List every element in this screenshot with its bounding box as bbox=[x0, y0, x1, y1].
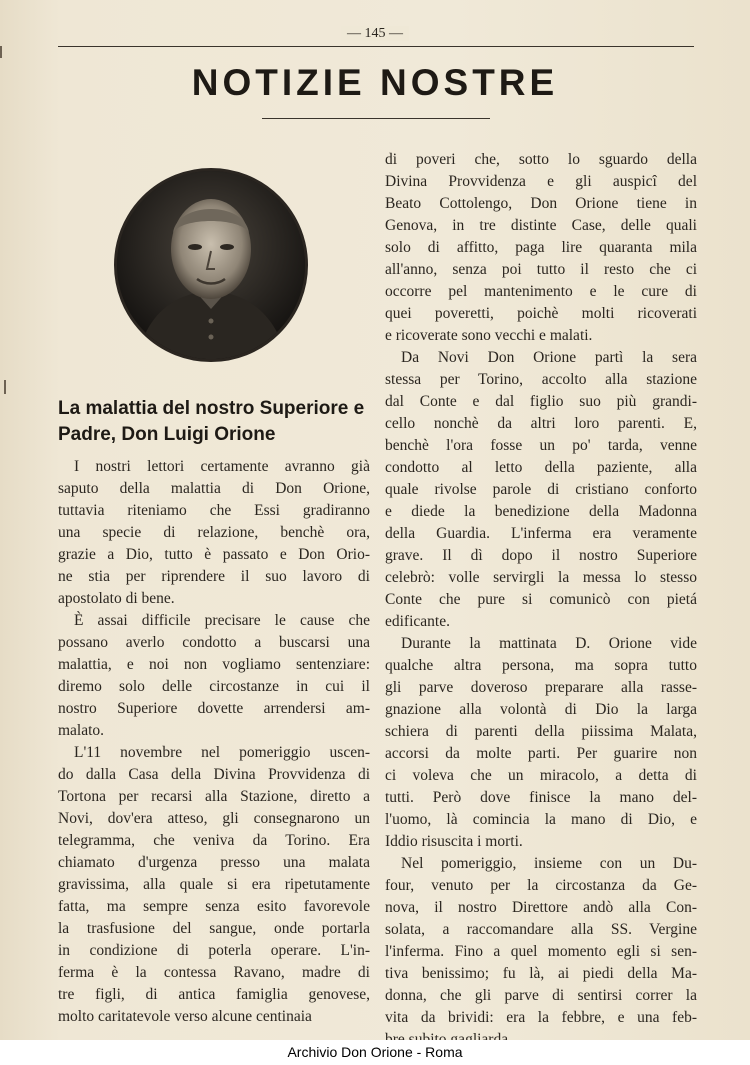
paragraph bbox=[58, 456, 370, 610]
text-line: solata, a raccomandare alla SS. Vergine bbox=[385, 921, 697, 938]
text-line: occorre pel mantenimento e le cure di bbox=[385, 283, 697, 300]
text-line: nostro Superiore dovette arrendersi am- bbox=[58, 700, 370, 717]
left-column bbox=[58, 456, 370, 1028]
text-line: stessa per Torino, accolto alla stazione bbox=[385, 371, 697, 388]
text-line: Novi, dov'era atteso, gli consegnarono un bbox=[58, 810, 370, 827]
paragraph bbox=[385, 853, 697, 1051]
text-line: do dalla Casa della Divina Provvidenza di bbox=[58, 766, 370, 783]
text-line: donna, che gli parve di sentirsi correr la bbox=[385, 987, 697, 1004]
text-line: dal Conte e dal figlio suo più grandi- bbox=[385, 393, 697, 410]
text-line: della Guardia. L'inferma era veramente bbox=[385, 525, 697, 542]
text-line: gnazione alla volontà di Dio la larga bbox=[385, 701, 697, 718]
text-line: tiva benissimo; fu là, ai piedi della Ma- bbox=[385, 965, 697, 982]
text-line: malattia, e noi non vogliamo sentenziare: bbox=[58, 656, 370, 673]
text-line: la trasfusione del sangue, onde portarla bbox=[58, 920, 370, 937]
text-line: tuttavia riteniamo che Essi gradiranno bbox=[58, 502, 370, 519]
text-line: e diede la benedizione della Madonna bbox=[385, 503, 697, 520]
text-line: ci voleva che un miracolo, a detta di bbox=[385, 767, 697, 784]
text-line: Da Novi Don Orione partì la sera bbox=[401, 349, 697, 366]
margin-mark bbox=[4, 380, 6, 394]
text-line: di poveri che, sotto lo sguardo della bbox=[385, 151, 697, 168]
text-line: four, venuto per la circostanza da Ge- bbox=[385, 877, 697, 894]
portrait-icon bbox=[117, 171, 305, 359]
text-line: l'inferma. Fino a quel momento egli si sen- bbox=[385, 943, 697, 960]
text-line: Durante la mattinata D. Orione vide bbox=[401, 635, 697, 652]
text-line: chiamato d'urgenza presso una malata bbox=[58, 854, 370, 871]
text-line: edificante. bbox=[385, 613, 450, 630]
text-line: malato. bbox=[58, 722, 105, 739]
text-line: quei poveretti, poichè molti ricoverati bbox=[385, 305, 697, 322]
text-line: molto caritatevole verso alcune centinaia bbox=[58, 1008, 312, 1025]
text-line: tre figli, di antica famiglia genovese, bbox=[58, 986, 370, 1003]
right-column bbox=[385, 149, 697, 1051]
text-line: Beato Cottolengo, Don Orione tiene in bbox=[385, 195, 697, 212]
text-line: Tortona per recarsi alla Stazione, diretto a bbox=[58, 788, 370, 805]
article-heading: La malattia del nostro Superiore e Padre, Don Luigi Orione bbox=[58, 398, 365, 445]
text-line: cello nonchè da altri loro parenti. E, bbox=[385, 415, 697, 432]
text-line: apostolato di bene. bbox=[58, 590, 175, 607]
paragraph bbox=[58, 610, 370, 742]
text-line: tutti. Però dove finisce la mano del- bbox=[385, 789, 697, 806]
text-line: in condizione di poterla operare. L'in- bbox=[58, 942, 370, 959]
text-line: diremo solo delle circostanze in cui il bbox=[58, 678, 370, 695]
paragraph bbox=[385, 347, 697, 633]
text-line: accorsi da molte parti. Per guarire non bbox=[385, 745, 697, 762]
paragraph bbox=[385, 633, 697, 853]
text-line: gli parve doveroso preparare alla rasse- bbox=[385, 679, 697, 696]
header-rule bbox=[58, 46, 694, 47]
text-line: saputo della malattia di Don Orione, bbox=[58, 480, 370, 497]
title-underline bbox=[262, 118, 490, 119]
text-line: I nostri lettori certamente avranno già bbox=[74, 458, 370, 475]
text-line: qualche altra persona, ma sopra tutto bbox=[385, 657, 697, 674]
text-line: fatta, ma sempre senza esito favorevole bbox=[58, 898, 370, 915]
archive-footer: Archivio Don Orione - Roma bbox=[0, 1040, 750, 1065]
text-line: benchè l'ora fosse un po' tarda, venne bbox=[385, 437, 697, 454]
text-line: quale rivolse parole di cristiano conforto bbox=[385, 481, 697, 498]
text-line: vita da brividi: era la febbre, e una feb- bbox=[385, 1009, 697, 1026]
text-line: solo di affitto, paga lire quaranta mila bbox=[385, 239, 697, 256]
text-line: Genova, in tre distinte Case, delle quali bbox=[385, 217, 697, 234]
text-line: e ricoverate sono vecchi e malati. bbox=[385, 327, 593, 344]
portrait-photo bbox=[114, 168, 308, 362]
paragraph bbox=[58, 742, 370, 1028]
text-line: ferma è la contessa Ravano, madre di bbox=[58, 964, 370, 981]
text-line: Nel pomeriggio, insieme con un Du- bbox=[401, 855, 697, 872]
text-line: Conte che pure si comunicò con pietá bbox=[385, 591, 697, 608]
text-line: ne stia per riprendere il suo lavoro di bbox=[58, 568, 370, 585]
text-line: possano averlo condotto a buscarsi una bbox=[58, 634, 370, 651]
text-line: telegramma, che veniva da Torino. Era bbox=[58, 832, 370, 849]
text-line: grazie a Dio, tutto è passato e Don Orio- bbox=[58, 546, 370, 563]
text-line: gravissima, alla quale si era ripetutamente bbox=[58, 876, 370, 893]
text-line: schiera di parenti della piissima Malata, bbox=[385, 723, 697, 740]
text-line: Divina Provvidenza e gli auspicî del bbox=[385, 173, 697, 190]
text-line: nova, il nostro Direttore andò alla Con- bbox=[385, 899, 697, 916]
text-line: È assai difficile precisare le cause che bbox=[74, 612, 370, 629]
text-line: una specie di relazione, benchè ora, bbox=[58, 524, 370, 541]
paragraph bbox=[385, 149, 697, 347]
text-line: all'anno, senza poi tutto il resto che ci bbox=[385, 261, 697, 278]
page-number: — 145 — bbox=[0, 26, 750, 42]
text-line: condotto al letto della paziente, alla bbox=[385, 459, 697, 476]
margin-mark bbox=[0, 46, 2, 58]
text-line: Iddio risuscita i morti. bbox=[385, 833, 523, 850]
text-line: l'uomo, là comincia la mano di Dio, e bbox=[385, 811, 697, 828]
text-line: grave. Il dì dopo il nostro Superiore bbox=[385, 547, 697, 564]
text-line: L'11 novembre nel pomeriggio uscen- bbox=[74, 744, 370, 761]
page-title: NOTIZIE NOSTRE bbox=[191, 62, 559, 103]
text-line: celebrò: volle servirgli la messa lo stesso bbox=[385, 569, 697, 586]
